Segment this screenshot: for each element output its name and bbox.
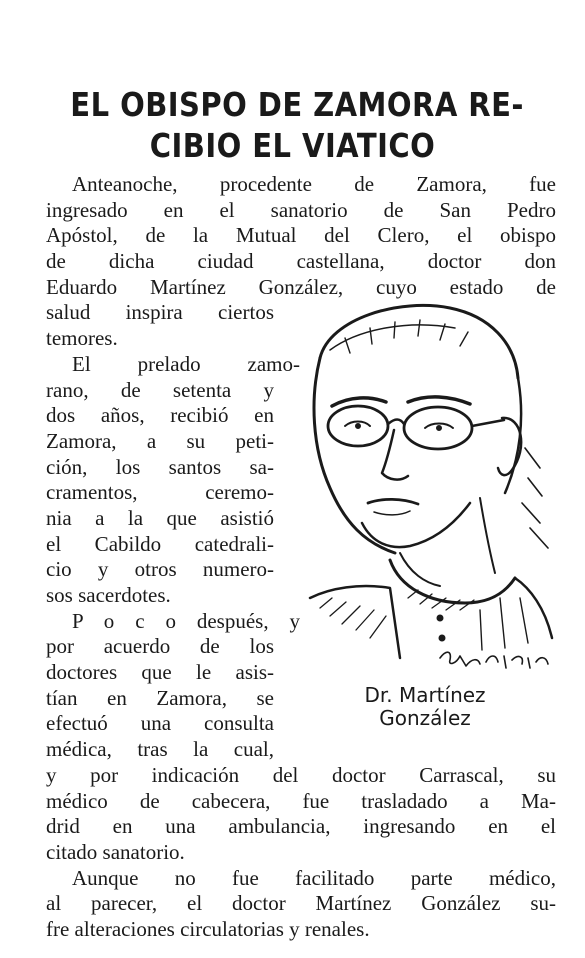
body-line: Aunque no fue facilitado parte médico, [72, 865, 556, 890]
body-line: nia a la que asistió [46, 505, 274, 530]
portrait-drawing [290, 298, 560, 678]
body-line: rano, de setenta y [46, 377, 274, 402]
body-line: por acuerdo de los [46, 634, 274, 659]
body-line: P o c o después, y [72, 608, 300, 633]
caption-line-1: Dr. Martínez [364, 683, 486, 707]
body-line: drid en una ambulancia, ingresando en el [46, 814, 556, 839]
body-line: sos sacerdotes. [46, 583, 171, 607]
body-line: El prelado zamo- [72, 351, 300, 376]
body-line: médica, tras la cual, [46, 737, 274, 762]
body-line: doctores que le asis- [46, 660, 274, 685]
headline-line-2: CIBIO EL VIATICO [149, 126, 436, 165]
body-line: Apóstol, de la Mutual del Clero, el obispo [46, 223, 556, 248]
body-line: cramentos, ceremo- [46, 480, 274, 505]
body-line: Anteanoche, procedente de Zamora, fue [72, 172, 556, 196]
body-line: médico de cabecera, fue trasladado a Ma- [46, 788, 556, 813]
body-line: citado sanatorio. [46, 839, 185, 864]
body-line: temores. [46, 326, 118, 351]
body-line: cio y otros numero- [46, 557, 274, 582]
caption-line-2: González [379, 706, 471, 730]
body-line: al parecer, el doctor Martínez González su- [46, 891, 556, 916]
body-line: fre alteraciones circulatorias y renales. [46, 916, 370, 941]
body-line: y por indicación del doctor Carrascal, su [46, 762, 556, 787]
body-line: ingresado en el sanatorio de San Pedro [46, 197, 556, 222]
portrait-caption [290, 684, 560, 730]
body-line: efectuó una consulta [46, 711, 274, 736]
headline-line-1: EL OBISPO DE ZAMORA RE- [70, 85, 524, 124]
body-line: tían en Zamora, se [46, 685, 274, 710]
body-line: salud inspira ciertos [46, 300, 274, 325]
body-line: el Cabildo catedrali- [46, 531, 274, 556]
body-line: dos años, recibió en [46, 403, 274, 428]
body-line: Eduardo Martínez González, cuyo estado de [46, 274, 556, 299]
body-line: de dicha ciudad castellana, doctor don [46, 249, 556, 274]
body-line: Zamora, a su peti- [46, 428, 274, 453]
body-line: ción, los santos sa- [46, 454, 274, 479]
headline [70, 84, 524, 166]
